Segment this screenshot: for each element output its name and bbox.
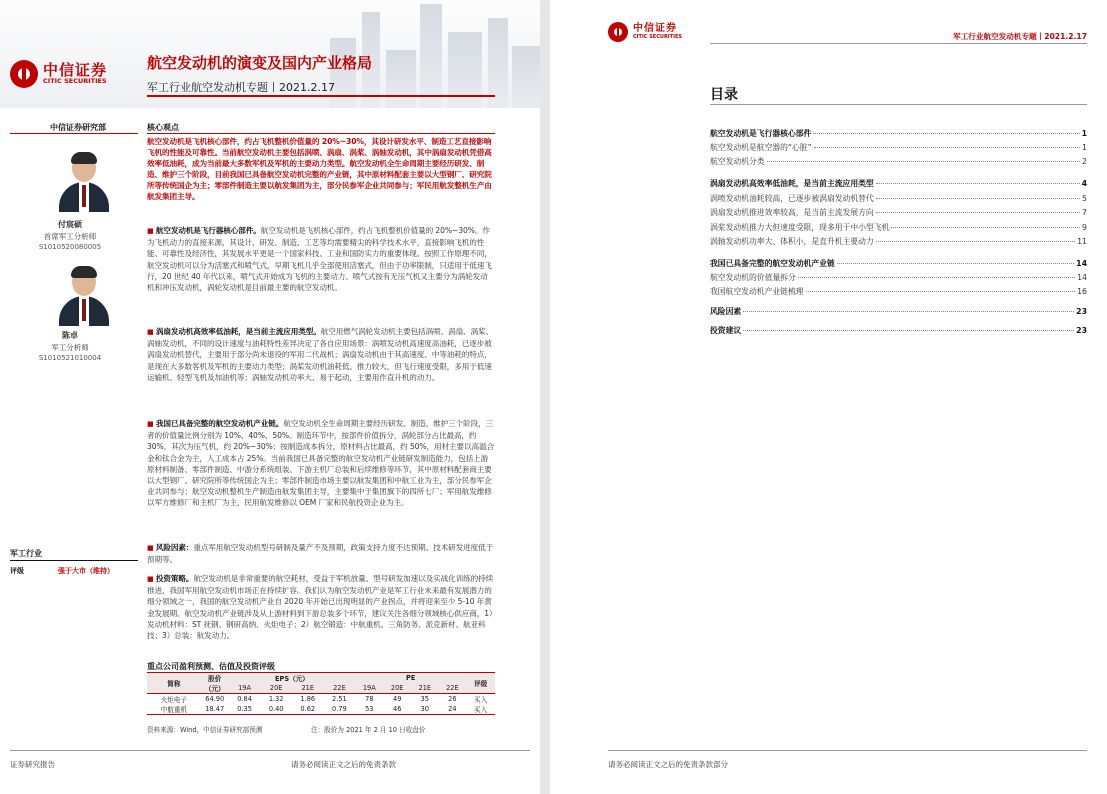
toc-leader-dots [876, 198, 1080, 199]
bullet-icon: ■ [147, 227, 154, 235]
brand-cn: 中信证券 [633, 23, 677, 35]
toc-entry[interactable] [710, 286, 1087, 297]
toc-entry-label: 航空发动机是飞行器核心部件 [710, 129, 812, 138]
footer-disclaimer: 请务必阅读正文之后的免责条款 [291, 760, 396, 769]
year-header: 19A [229, 683, 261, 693]
paragraph-body: 航空发动机是飞机核心部件，约占飞机整机价值量的 20%~30%。作为飞机动力的直接来源，其设计、研发、制造、工艺等均需要精尖的科学技术水平，直接影响飞机的性能、可靠性及经济性，其发展水平更是一个国家科技、工业和国防实力的重要体现。按照工作原理不同，航空发动机可以分为活塞式和喷气式，早期飞机几乎全部使用活塞式，但由于功率限制，只适用于低速飞行，20 世纪 40 年代以来，喷气式开始成为飞机的主要动力。喷气式按有无压气机又主要分为涡轮发动机和冲压发动机，涡轮发动机是目前最主要的航空发动机。 [147, 226, 492, 293]
toc-entry-page: 2 [1082, 157, 1087, 166]
cell: 买入 [466, 694, 495, 705]
toc-entry-page: 9 [1082, 223, 1087, 232]
toc-entry[interactable] [710, 236, 1087, 247]
cell: 0.62 [300, 705, 316, 713]
brand-en: CITIC SECURITIES [43, 77, 107, 86]
sector-divider [10, 560, 138, 561]
bullet-icon: ■ [147, 420, 154, 428]
toc-entry[interactable] [710, 258, 1087, 269]
analyst-name: 付宸硕 [58, 220, 82, 229]
paragraph-lead: 我国已具备完整的航空发动机产业链。 [155, 419, 284, 428]
rating-value: 强于大市（维持） [58, 567, 114, 575]
toc-leader-dots [743, 330, 1074, 331]
toc-entry[interactable] [710, 178, 1087, 189]
paragraph-lead: 投资策略。 [155, 574, 194, 583]
paragraph [147, 542, 495, 565]
table-header-row [147, 673, 495, 684]
toc-entry-page: 5 [1082, 194, 1087, 203]
citic-logo [10, 60, 107, 88]
analyst-name: 陈卓 [62, 331, 78, 340]
paragraph [147, 573, 495, 641]
year-header: 21E [411, 683, 439, 693]
toc-entry[interactable] [710, 128, 1087, 139]
analyst-title: 军工分析师 [51, 343, 89, 352]
year-header: 22E [324, 683, 356, 693]
citic-logo [608, 22, 682, 42]
brand-cn: 中信证券 [43, 60, 108, 79]
toc-entry-label: 涡扇发动机推进效率较高，是当前主流发展方向 [710, 208, 874, 217]
footer-report-type: 证券研究报告 [10, 760, 55, 769]
toc-page [550, 0, 1107, 794]
toc-title: 目录 [710, 87, 738, 103]
sector-label: 军工行业 [10, 549, 42, 558]
col-header: 评级 [466, 673, 495, 694]
bullet-icon: ■ [147, 328, 154, 336]
cell: 46 [393, 705, 402, 713]
toc-leader-dots [891, 227, 1080, 228]
bullet-icon: ■ [147, 575, 154, 583]
toc-entry-page: 16 [1077, 287, 1087, 296]
toc-leader-dots [837, 263, 1074, 264]
paragraph-body: 航空发动机全生命周期主要经历研发、制造、维护三个阶段，三者的价值量比例分别为 10%、40%、50%。制造环节中，按部件价值拆分，涡轮部分占比最高，约 30%，其次为压气机，约 20%~30%；按制造成本拆分，原材料占比最高，约 50%，用材主要以高温合金和钛合金为主，人工成本占 25%。当前我国已具备完整的航空发动机产业链研发制造能力，包括上游原材料制备、零部件制造、中游分系统组装、下游主机厂总装和后续维修等环节，其中原材料配套商主要以大型钢厂、研究院所等传统国企为主；零部件制造市场主要以航发集团和中航工业为主，部分民参军企业共同参与；航空发动机整机生产制造由航发集团主导，主要集中于集团旗下的四所七厂；军用航发维修以军方维修厂和主机厂为主，民用航发维修以 OEM 厂家和民航投资企业为主。 [147, 419, 494, 508]
col-header: EPS（元） [229, 673, 355, 684]
toc-entry-label: 航空发动机的价值量拆分 [710, 273, 796, 282]
paragraph-body: 重点军用航空发动机型号研制及量产不及预期，政策支持力度不达预期、技术研发进度低于预期等。 [147, 543, 494, 565]
toc-entry-label: 航空发动机分类 [710, 157, 765, 166]
toc-entry-page: 23 [1076, 326, 1087, 335]
cell: 1.32 [260, 694, 292, 705]
report-cover-page [0, 0, 540, 794]
cell: 78 [355, 694, 383, 705]
toc-entry[interactable] [710, 272, 1087, 283]
toc-entry[interactable] [710, 325, 1087, 336]
cell: 1.86 [292, 694, 324, 705]
bullet-icon: ■ [147, 544, 154, 552]
cell: 49 [383, 694, 411, 705]
toc-entry[interactable] [710, 306, 1087, 317]
toc-entry-page: 1 [1081, 129, 1087, 138]
table-title: 重点公司盈利预测、估值及投资评级 [147, 662, 275, 671]
main-col-divider [147, 133, 495, 134]
paragraph [147, 326, 495, 383]
cell: 买入 [473, 706, 488, 714]
paragraph-body: 航空用燃气涡轮发动机主要包括涡喷、涡扇、涡桨、涡轴发动机，不同的设计速度与油耗特性差异决定了各自应用场景：涡喷发动机高速度高油耗，已逐步被涡扇发动机替代，主要用于部分尚未退役的军用二代战机；涡扇发动机由于其高速度、中等油耗的特点，是现在大多数客机及军机的主要动力类型；涡桨发动机油耗低、推力较大，但飞行速度受限，多用于低速运输机、轻型飞机及加油机等；涡轴发动机功率大、易于起动，主要用作直升机的动力。 [147, 327, 494, 382]
toc-leader-dots [806, 291, 1076, 292]
toc-entry-label: 涡轴发动机功率大、体积小，是直升机主要动力 [710, 237, 874, 246]
table-source: 资料来源：Wind，中信证券研究部预测 [147, 726, 263, 734]
citic-emblem-icon [10, 60, 38, 88]
toc-entry[interactable] [710, 207, 1087, 218]
page-header: 军工行业航空发动机专题丨2021.2.17 [953, 32, 1087, 41]
toc-entry[interactable] [710, 222, 1087, 233]
summary-text: 航空发动机是飞机核心部件，约占飞机整机价值量的 20%~30%，其设计研发水平、制造工艺直接影响飞机的性能及可靠性。当前航空发动机主要包括涡喷、涡扇、涡桨、涡轴发动机，其中涡扇发动机凭借高效率低油耗，成为当前最大多数军机及军机的主要动力类型。航空发动机全生命周期主要经历研发、制造、维护三个阶段，目前我国已具备航空发动机完整的产业链，其中原材料配套主要以大型钢厂、研究院所等传统国企为主；零部件制造主要以航发集团为主，部分民参军企业共同参与；军民用航发整机生产由航发集团主导。 [147, 137, 492, 201]
year-header: 21E [292, 683, 324, 693]
toc-entry-label: 涡桨发动机推力大但速度受限，现多用于中小型飞机 [710, 223, 890, 232]
institute-label: 中信证券研究部 [50, 123, 106, 132]
col-header: PE [355, 673, 466, 684]
cell: 0.84 [229, 694, 261, 705]
title-divider [147, 95, 495, 97]
toc-leader-dots [767, 161, 1080, 162]
toc-entry-page: 1 [1082, 143, 1087, 152]
toc-leader-dots [798, 277, 1075, 278]
header-divider [710, 43, 1087, 44]
table-row [147, 694, 495, 705]
year-header: 20E [383, 683, 411, 693]
toc-leader-dots [813, 133, 1079, 134]
toc-entry-label: 航空发动机是航空器的“心脏” [710, 143, 812, 152]
analyst-title: 首席军工分析师 [43, 232, 97, 241]
toc-leader-dots [743, 311, 1074, 312]
toc-entry-page: 11 [1077, 237, 1087, 246]
paragraph-lead: 涡扇发动机高效率低油耗，是当前主流应用类型。 [155, 327, 321, 336]
toc-entry[interactable] [710, 156, 1087, 167]
col-header: 股价（元） [201, 673, 229, 694]
avatar [57, 152, 111, 212]
cell: 2.51 [324, 694, 356, 705]
paragraph-body: 航空发动机是非常重要的航空耗材，受益于军机放量、型号研发加速以及实战化训练的持续推进，我国军用航空发动机市场正在持续扩容。我们认为航空发动机产业是军工行业未来最有发展潜力的细分领域之一，我国的航空发动机产业自 2020 年开始已出现明显的产业拐点，并将迎来至少 5-10 年黄金发展期。航空发动机产业链涉及从上游材料到下游总装多个环节，建议关注各细分领域核心供应商，1）发动机材料：ST 抚钢、钢研高纳、火炬电子；2）航空锻造：中航重机、三角防务、派克新材、航亚科技；3）总装：航发动力。 [147, 574, 494, 641]
toc-divider [710, 104, 1087, 105]
cell: 0.40 [268, 705, 284, 713]
cell: 18.47 [205, 705, 225, 713]
rating-label: 评级 [10, 567, 24, 575]
analyst-id: S1010520080005 [38, 243, 102, 251]
toc-leader-dots [876, 241, 1075, 242]
cell: 35 [411, 694, 439, 705]
cell: 53 [365, 705, 374, 713]
toc-leader-dots [876, 212, 1080, 213]
toc-entry-label: 涡喷发动机油耗较高，已逐步被涡扇发动机替代 [710, 194, 874, 203]
analyst-id: S1010521010004 [38, 354, 102, 362]
avatar [57, 266, 111, 326]
year-header: 20E [260, 683, 292, 693]
toc-entry-page: 14 [1076, 259, 1087, 268]
cell: 中航重机 [160, 706, 188, 714]
year-header: 22E [439, 683, 467, 693]
paragraph-lead: 航空发动机是飞行器核心部件。 [155, 226, 261, 235]
toc-entry-label: 我国已具备完整的航空发动机产业链 [710, 259, 835, 268]
brand-en: CITIC SECURITIES [633, 33, 682, 40]
toc-entry-page: 4 [1081, 179, 1087, 188]
cell: 火炬电子 [147, 694, 201, 705]
toc-entry[interactable] [710, 193, 1087, 204]
year-header: 19A [355, 683, 383, 693]
table-row [147, 704, 495, 715]
toc-leader-dots [814, 147, 1080, 148]
report-subtitle: 军工行业航空发动机专题丨2021.2.17 [147, 81, 335, 94]
paragraph [147, 225, 495, 293]
toc-entry-label: 投资建议 [710, 326, 742, 335]
footer-divider [10, 750, 530, 751]
toc-leader-dots [876, 183, 1080, 184]
cell: 26 [439, 694, 467, 705]
citic-emblem-icon [608, 22, 628, 42]
table-note: 注：股价为 2021 年 2 月 10 日收盘价 [311, 726, 426, 734]
footer-disclaimer: 请务必阅读正文之后的免责条款部分 [608, 760, 728, 769]
cell: 0.79 [332, 705, 347, 713]
key-points-label: 核心观点 [147, 123, 179, 132]
toc-entry-label: 我国航空发动机产业链梳理 [710, 287, 804, 296]
toc-entry[interactable] [710, 142, 1087, 153]
paragraph-lead: 风险因素： [155, 543, 194, 552]
cell: 24 [448, 705, 457, 713]
cell: 0.35 [237, 705, 252, 713]
report-title: 航空发动机的演变及国内产业格局 [147, 54, 373, 72]
toc-entry-page: 7 [1082, 208, 1087, 217]
cell: 64.90 [201, 694, 229, 705]
toc-entry-page: 23 [1076, 307, 1087, 316]
forecast-table [147, 672, 495, 716]
left-col-divider [10, 133, 138, 134]
footer-divider [608, 750, 1087, 751]
toc-entry-page: 14 [1077, 273, 1087, 282]
toc-entry-label: 涡扇发动机高效率低油耗，是当前主流应用类型 [710, 179, 874, 188]
toc-entry-label: 风险因素 [710, 307, 742, 316]
cell: 30 [420, 705, 429, 713]
paragraph [147, 418, 495, 509]
col-header: 简称 [147, 673, 201, 694]
